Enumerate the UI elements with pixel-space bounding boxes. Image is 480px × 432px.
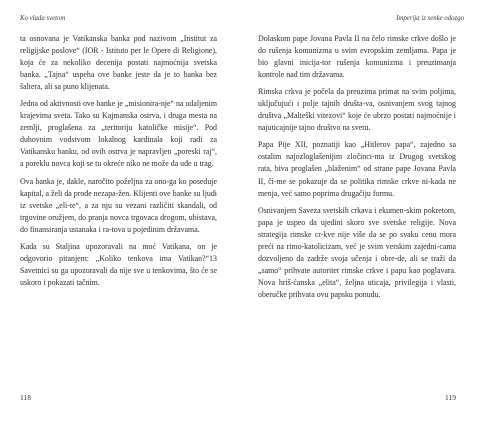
paragraph: Dolaskom pape Jovana Pavla II na čelo rimske crkve došlo je do rušenja komunizma u svim evropskim zemljama. Papa je bio glavni inicija-tor rušenja komunizma i preuzimanja kontrole nad tim državama.	[258, 34, 456, 80]
paragraph: Kada su Staljina upozoravali na moć Vatikana, on je odgovorio pitanjem: „Koliko tenkova ima Vatikan?“13 Savetnici su ga upozoravali da nije sve u tenkovima, što će se uskoro i pokazati tačnim.	[20, 241, 217, 287]
paragraph: Rimska crkva je počela da preuzima primat na svim poljima, uključujući i polje tajnih društa-va, osnivanjem svog tajnog društva „Malteški vitezovi“ koje će ubrzo postati najmoćnije i najuticajnije tajno društvo na svetu.	[258, 87, 456, 133]
paragraph: Jedna od aktivnosti ove banke je „misionira-nje“ na udaljenim krajevima sveta. Tako su Kajmanska ostrva, i druga mesta na zemlji, proglašena za „teritoriju katoličke misije“. Pod duhovnim vodstvom lokalnog kardinala koji radi za Vatikansku banku, od ovih ostrva je napravljen „poreski raj“, a poreklu novca koji se tu okreće niko ne može da uđe u trag.	[20, 99, 217, 169]
page-number-right: 119	[445, 393, 456, 402]
paragraph: ta osnovana je Vatikanska banka pod nazivom „Institut za religijske poslove“ (IOR - Istituto per le Opere di Religione), koja će za nekoliko decenija postati najmoćnija svetska banka. „Tajna“ uspeha ove banke jeste da je to banka bez šaltera, ali sa puno klijenata.	[20, 34, 217, 92]
running-head-left: Ko vlada svetom	[20, 15, 66, 22]
right-body-text	[258, 33, 456, 306]
paragraph: Osnivanjem Saveza svetskih crkava i ekumen-skim pokretom, papa je uspeo da ujedini skoro sve svetske religije. Nova strategija rimske cr-kve nije više da se po svaku cenu mora preći na rimo-katolicizam, već je svim verskim zajedni-cama dozvoljeno da zadrže svoja učenja i obre-de, ali se traži da „samo“ prihvate autoritet rimske crkve i papu kao poglavara. Nova hriš-ćanska „elita“, željna uticaja, privilegija i vlasti, oberučke prihvata ovu papsku ponudu.	[258, 205, 456, 299]
paragraph: Ova banka je, dakle, naročito poželjna za ono-ga ko poseduje kapital, a želi da prođe nezapa-žen. Klijenti ove banke su ljudi iz svetske „eli-te“, a za nju su vezani različiti skandali, od trgovine oružjem, do pranja novca trgovaca drogom, ubistava, do finansiranja ustanaka i ra-tova u pojedinim državama.	[20, 176, 217, 234]
left-body-text	[20, 33, 217, 294]
right-page	[240, 0, 480, 432]
paragraph: Papa Pije XII, poznatiji kao „Hitlerov papa“, zajedno sa ostalim najozloglašenijim zločinci-ma iz Drugog svetskog rata, biva proglašen „blaženim“ od strane pape Jovana Pavla II, či-me se pokazuje da se politika rimske crkve ni-kada ne menja, već samo poprima drugačiju formu.	[258, 140, 456, 198]
running-head-right: Imperija iz senke odozgo	[396, 15, 464, 22]
page-number-left: 118	[20, 393, 31, 402]
